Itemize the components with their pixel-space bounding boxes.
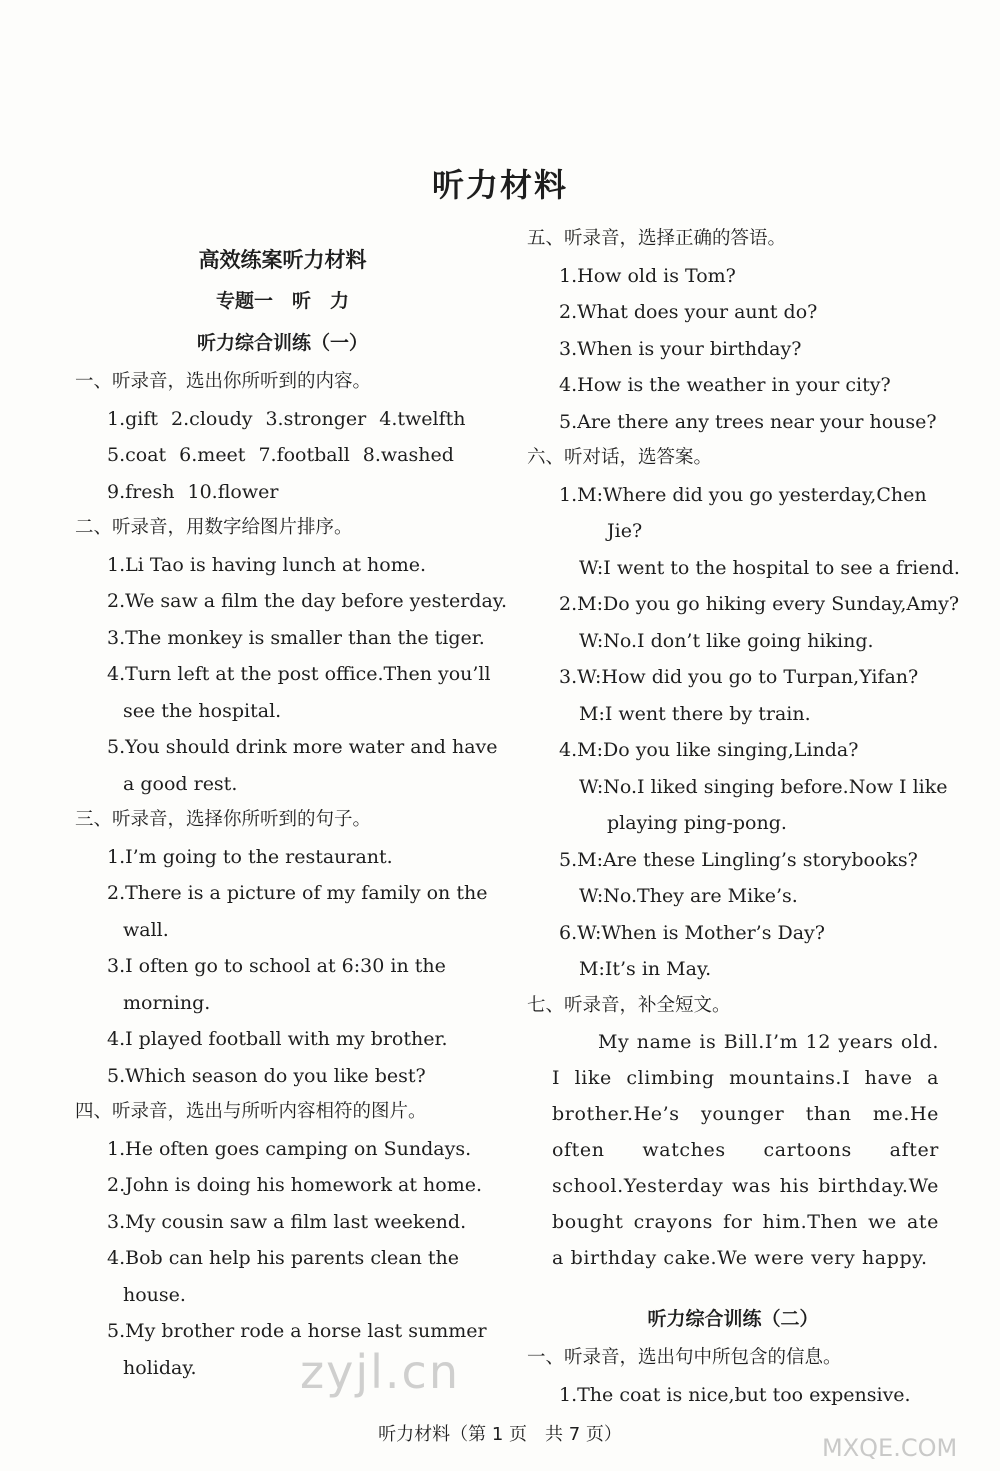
text-line: 2.John is doing his homework at home. [107,1174,483,1196]
text-line: wall. [123,918,169,941]
section-heading: 一、听录音，选出你所听到的内容。 [75,371,372,392]
vocab-item: 3.stronger [265,407,367,430]
text-line: 4.I played football with my brother. [107,1028,448,1050]
text-line: 1.Li Tao is having lunch at home. [107,553,426,576]
section-heading: 七、听录音，补全短文。 [527,994,731,1016]
dialogues [527,477,960,988]
dialogue-line: M:I went there by train. [579,702,811,725]
section-heading: 三、听录音，选择你所听到的句子。 [75,809,372,830]
dialogue-line: Jie? [607,520,643,542]
right-column [527,221,960,1413]
dialogue-line: M:It’s in May. [579,958,712,980]
text-line: 1.The coat is nice,but too expensive. [559,1383,911,1406]
dialogue-line: 5.M:Are these Lingling’s storybooks? [559,848,918,871]
vocab-row [75,474,490,511]
text-line: 5.Are there any trees near your house? [559,410,937,433]
text-line: 3.My cousin saw a film last weekend. [107,1210,467,1233]
training-heading-1: 听力综合训练（一） [196,332,368,354]
text-line: 5.Which season do you like best? [107,1064,426,1087]
dialogue-line: W:I went to the hospital to see a friend. [579,556,960,579]
dialogue-line: playing ping-pong. [607,812,787,834]
dialogue-line: 1.M:Where did you go yesterday,Chen [559,483,927,506]
text-line: 1.I’m going to the restaurant. [107,845,393,868]
text-line: 2.There is a picture of my family on the [107,882,488,904]
vocab-item: 10.flower [187,480,279,503]
text-line: 2.We saw a film the day before yesterday. [107,590,508,612]
text-line: 3.The monkey is smaller than the tiger. [107,626,485,649]
vocab-item: 5.coat [107,444,167,466]
vocab-item: 6.meet [179,444,246,466]
text-line: 1.He often goes camping on Sundays. [107,1137,472,1160]
text-line: 4.Bob can help his parents clean the [107,1247,460,1269]
passage: My name is Bill.I’m 12 years old. I like climbing mountains.I have a brother.He’s younger than me.He often watches cartoons after school.Yesterday was his birthday.We bought crayons for him.Then we ate a birthday cake.We were very happy. [552,1031,939,1269]
text-line: 3.I often go to school at 6:30 in the [107,955,446,977]
vocab-row [75,437,490,474]
section-heading: 五、听录音，选择正确的答语。 [527,228,787,249]
section-heading: 四、听录音，选出与所听内容相符的图片。 [75,1101,427,1122]
vocab-item: 7.football [258,444,350,466]
text-line: 5.You should drink more water and have [107,736,498,758]
section-heading: 六、听对话，选答案。 [527,447,713,468]
text-line: a good rest. [123,772,238,795]
text-line: 1.How old is Tom? [559,264,736,287]
dialogue-line: W:No.I don’t like going hiking. [579,629,874,652]
dialogue-line: 6.W:When is Mother’s Day? [559,921,825,944]
dialogue-line: 3.W:How did you go to Turpan,Yifan? [559,666,919,688]
section-heading: 二、听录音，用数字给图片排序。 [75,517,353,538]
dialogue-line: W:No.They are Mike’s. [579,885,798,907]
text-line: 4.How is the weather in your city? [559,374,891,396]
vocab-item: 9.fresh [107,480,175,503]
vocab-item: 4.twelfth [379,407,466,430]
text-line: 3.When is your birthday? [559,337,802,360]
text-line: 2.What does your aunt do? [559,301,818,323]
text-line: holiday. [123,1356,197,1379]
text-line: house. [123,1283,186,1306]
left-column [75,240,508,1386]
dialogue-line: W:No.I liked singing before.Now I like [579,775,948,798]
watermark-logo: zyjl.cn [300,1345,460,1399]
dialogue-line: 2.M:Do you go hiking every Sunday,Amy? [559,593,960,615]
vocab-item: 1.gift [107,407,159,430]
page-title: 听力材料 [431,166,568,204]
training-heading-2: 听力综合训练（二） [647,1308,819,1330]
text-line: 5.My brother rode a horse last summer [107,1320,487,1342]
vocab-item: 8.washed [362,444,454,466]
vocab-item: 2.cloudy [171,407,253,430]
page-footer: 听力材料（第 1 页 共 7 页） [378,1424,622,1445]
watermark-logo: MXQE.COM [822,1434,958,1462]
text-line: see the hospital. [123,699,282,722]
text-line: 4.Turn left at the post office.Then you’ll [107,663,491,685]
text-line: morning. [123,991,211,1014]
section-heading: 一、听录音，选出句中所包含的信息。 [527,1347,842,1368]
dialogue-line: 4.M:Do you like singing,Linda? [559,739,859,761]
main-heading: 高效练案听力材料 [198,248,367,272]
topic-heading: 专题一 听 力 [215,290,349,312]
vocab-row [75,401,490,438]
